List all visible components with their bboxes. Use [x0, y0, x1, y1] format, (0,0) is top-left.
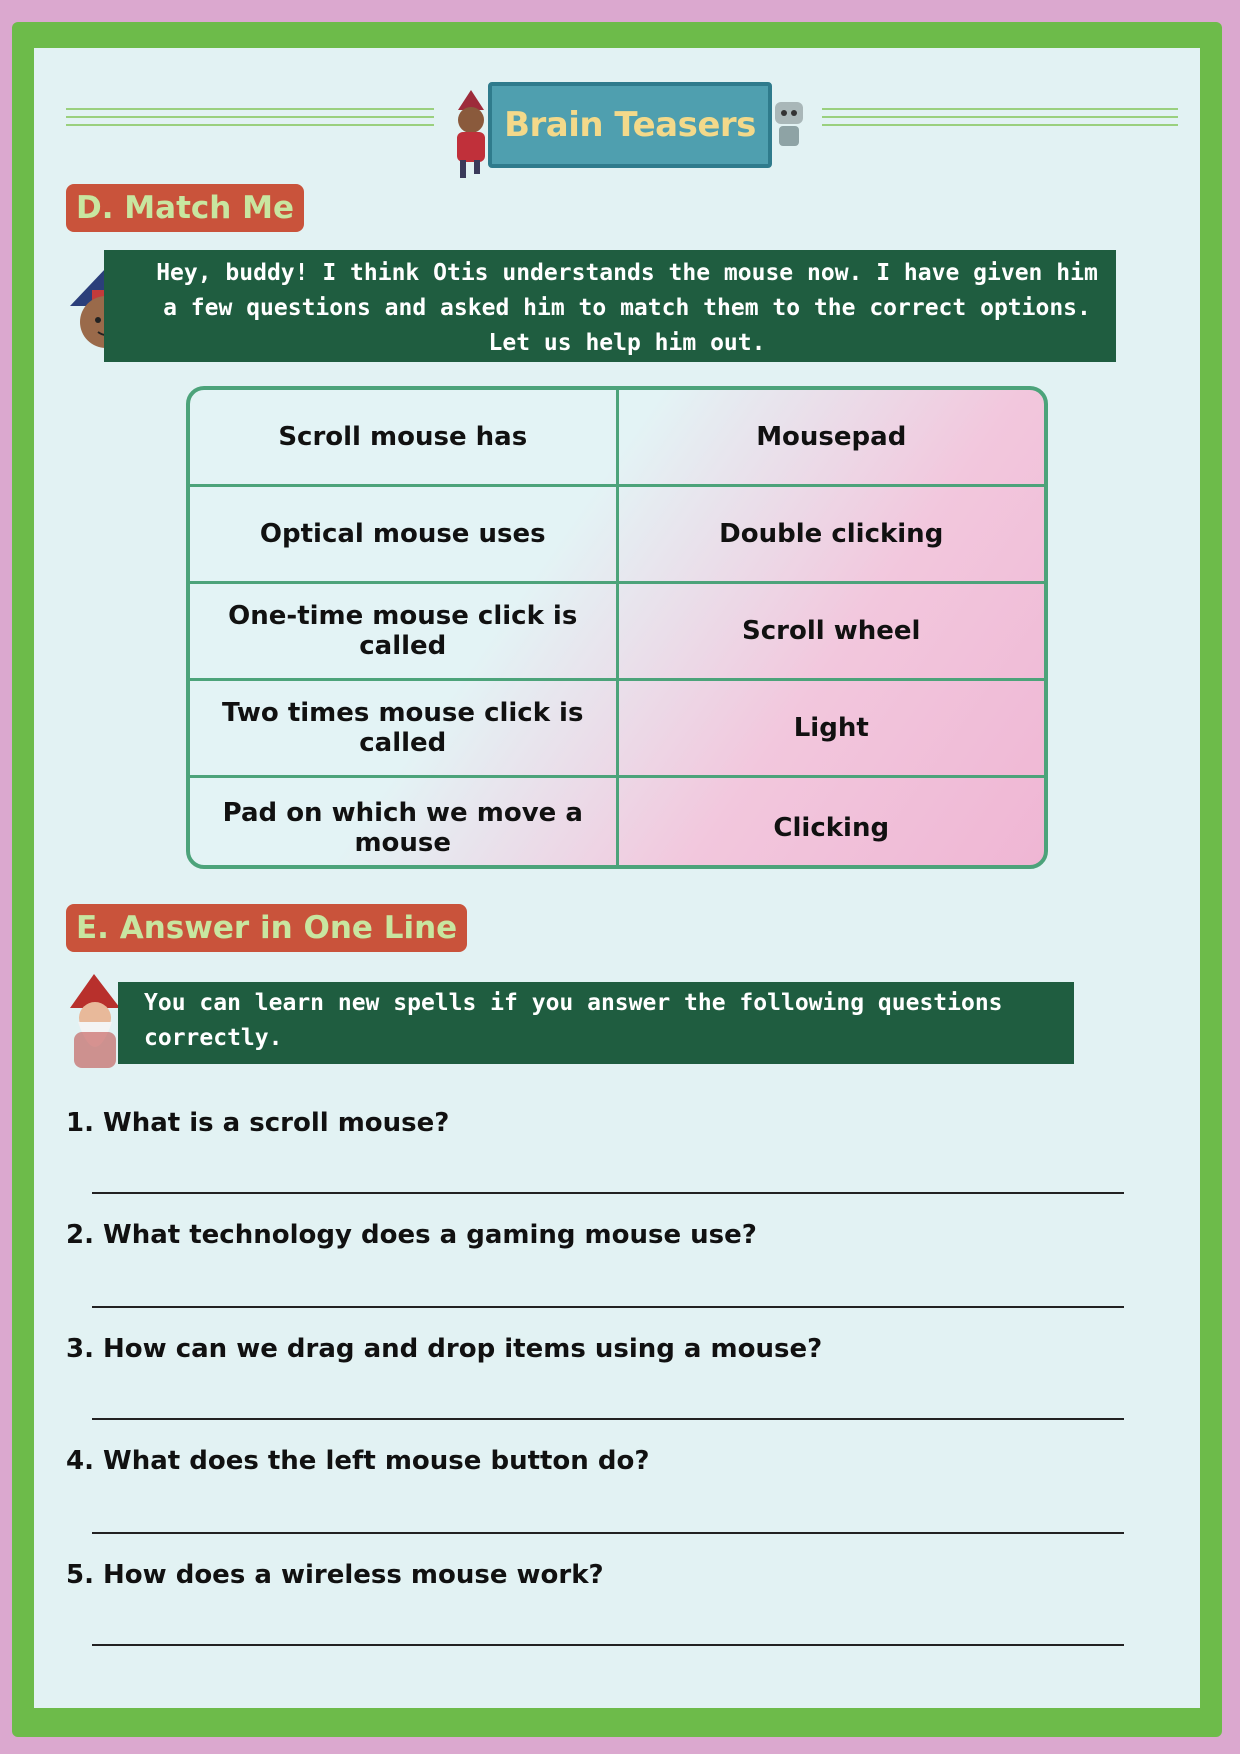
section-d-tag: D. Match Me — [66, 184, 304, 232]
otis-speech-box — [104, 250, 1116, 362]
match-question: Pad on which we move a mouse — [190, 778, 619, 869]
answer-line-5[interactable] — [92, 1644, 1124, 1646]
page-title: Brain Teasers — [504, 105, 756, 145]
robot-character-icon — [770, 98, 808, 154]
table-row — [190, 487, 1044, 584]
answer-line-3[interactable] — [92, 1418, 1124, 1420]
match-option: Mousepad — [756, 422, 907, 452]
answer-line-4[interactable] — [92, 1532, 1124, 1534]
answer-line-2[interactable] — [92, 1306, 1124, 1308]
table-row — [190, 778, 1044, 869]
header-rule-right — [822, 108, 1178, 132]
brain-teasers-banner — [488, 82, 772, 168]
match-question: Optical mouse uses — [190, 487, 619, 581]
match-option: Clicking — [773, 812, 890, 843]
question-2: 2. What technology does a gaming mouse use? — [66, 1220, 757, 1250]
old-wizard-icon — [64, 972, 126, 1070]
match-table — [186, 386, 1048, 869]
match-question: Scroll mouse has — [190, 390, 619, 484]
header-rule-left — [66, 108, 434, 132]
match-question: Two times mouse click is called — [190, 681, 619, 775]
table-row — [190, 584, 1044, 681]
section-e-tag: E. Answer in One Line — [66, 904, 467, 952]
match-question: One-time mouse click is called — [190, 584, 619, 678]
table-row — [190, 681, 1044, 778]
match-option: Light — [793, 713, 869, 743]
question-3: 3. How can we drag and drop items using a mouse? — [66, 1334, 823, 1364]
wizard-speech-box — [118, 982, 1074, 1064]
speech-text-e: You can learn new spells if you answer the following questions correctly. — [144, 990, 1003, 1051]
question-5: 5. How does a wireless mouse work? — [66, 1560, 604, 1590]
question-1: 1. What is a scroll mouse? — [66, 1108, 450, 1138]
match-option: Scroll wheel — [742, 616, 921, 646]
question-4: 4. What does the left mouse button do? — [66, 1446, 650, 1476]
answer-line-1[interactable] — [92, 1192, 1124, 1194]
table-row — [190, 390, 1044, 487]
match-option: Double clicking — [719, 519, 944, 549]
speech-text-d: Hey, buddy! I think Otis understands the mouse now. I have given him a few questions and asked him to match them to the correct options. Let us help him out. — [156, 260, 1098, 356]
